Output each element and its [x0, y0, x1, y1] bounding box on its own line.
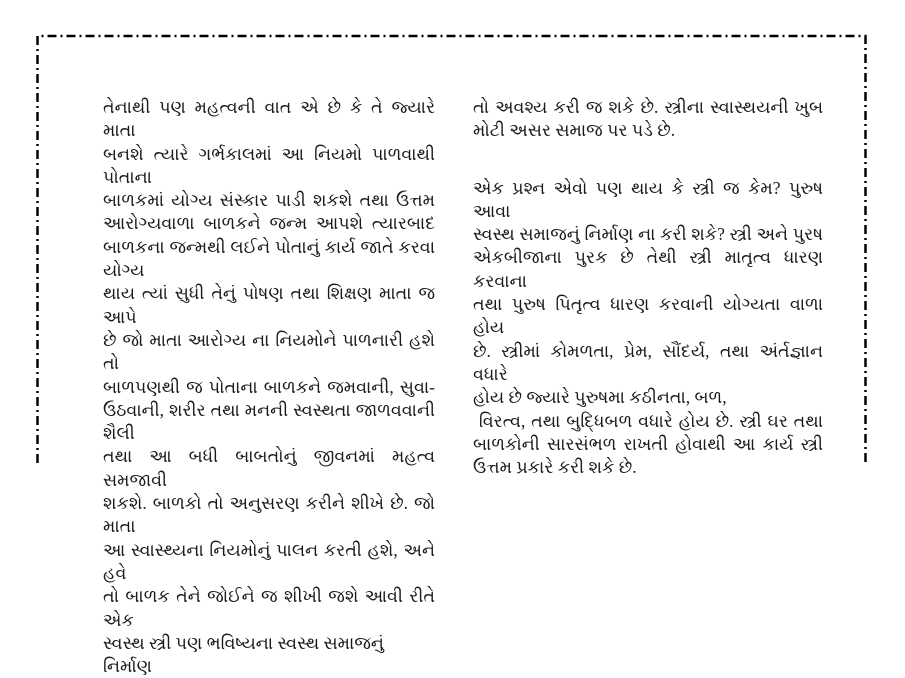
text-line: બાળકના જન્મથી લઈને પોતાનું કાર્ય જાતે કરવા યોગ્ય: [103, 236, 440, 281]
text-line: તથા આ બધી બાબતોનું જીવનમાં મહત્વ સમજાવી: [103, 446, 440, 490]
text-line: બનશે ત્યારે ગર્ભકાલમાં આ નિયમો પાળવાથી પોતાના: [103, 143, 440, 187]
text-line: તો બાળક તેને જોઈને જ શીખી જશે આવી રીતે એક: [103, 586, 440, 630]
text-line: તો અવશ્ય કરી જ શકે છે. સ્ત્રીના સ્વાસ્થયની ખુબ: [473, 97, 823, 117]
text-line: ઉઠવાની, શરીર તથા મનની સ્વસ્થતા જાળવવાની શૈલી: [103, 399, 440, 444]
text-column-right: [473, 96, 828, 678]
text-line: એકબીજાના પુરક છે તેથી સ્ત્રી માતૃત્વ ધારણ કરવાના: [473, 247, 828, 291]
text-line: ઉત્તમ પ્રકારે કરી શકે છે.: [473, 457, 637, 478]
text-line: બાળપણથી જ પોતાના બાળકને જમવાની, સુવા-: [103, 376, 435, 397]
text-line: આ સ્વાસ્થ્યના નિયમોનું પાલન કરતી હશે, અને હવે: [103, 539, 440, 583]
text-line: વિરત્વ, તથા બુદ્ધિબળ વધારે હોય છે. સ્ત્રી ઘર તથા: [473, 410, 823, 431]
paragraph: [473, 177, 828, 480]
text-line: છે. સ્ત્રીમાં કોમળતા, પ્રેમ, સૌંદર્ય, તથા અંર્તજ્ઞાન વધારે: [473, 340, 828, 384]
text-line: બાળકમાં યોગ્ય સંસ્કાર પાડી શકશે તથા ઉત્તમ: [103, 190, 435, 211]
page-content: [103, 96, 828, 678]
text-line: સ્વસ્થ સમાજનું નિર્માણ ના કરી શકે? સ્ત્રી અને પુરષ: [473, 224, 823, 245]
text-line: બાળકોની સારસંભળ રાખતી હોવાથી આ કાર્ય સ્ત્રી: [473, 433, 823, 454]
text-line: તથા પુરુષ પિતૃત્વ ધારણ કરવાની યોગ્યતા વાળા હોય: [473, 294, 828, 338]
text-line: છે જો માતા આરોગ્ય ના નિયમોને પાળનારી હશે તો: [103, 329, 440, 374]
text-line: મોટી અસર સમાજ પર પડે છે.: [473, 120, 676, 141]
paragraph: [473, 96, 823, 143]
text-line: શકશે. બાળકો તો અનુસરણ કરીને શીખે છે. જો માતા: [103, 493, 440, 537]
text-line: સ્વસ્થ સ્ત્રી પણ ભવિષ્યના સ્વસ્થ સમાજનું નિર્માણ: [103, 632, 389, 677]
text-line: એક પ્રશ્ન એવો પણ થાય કે સ્ત્રી જ કેમ? પુરુષ આવા: [473, 177, 828, 221]
paragraph: [103, 96, 440, 678]
text-line: હોય છે જ્યારે પુરુષમા કઠીનતા, બળ,: [473, 387, 727, 408]
text-line: આરોગ્યવાળા બાળકને જન્મ આપશે ત્યારબાદ: [103, 213, 435, 234]
text-line: તેનાથી પણ મહત્વની વાત એ છે કે તે જ્યારે માતા: [103, 97, 440, 141]
text-column-left: [103, 96, 440, 678]
text-line: થાય ત્યાં સુધી તેનું પોષણ તથા શિક્ષણ માતા જ આપે: [103, 283, 440, 327]
